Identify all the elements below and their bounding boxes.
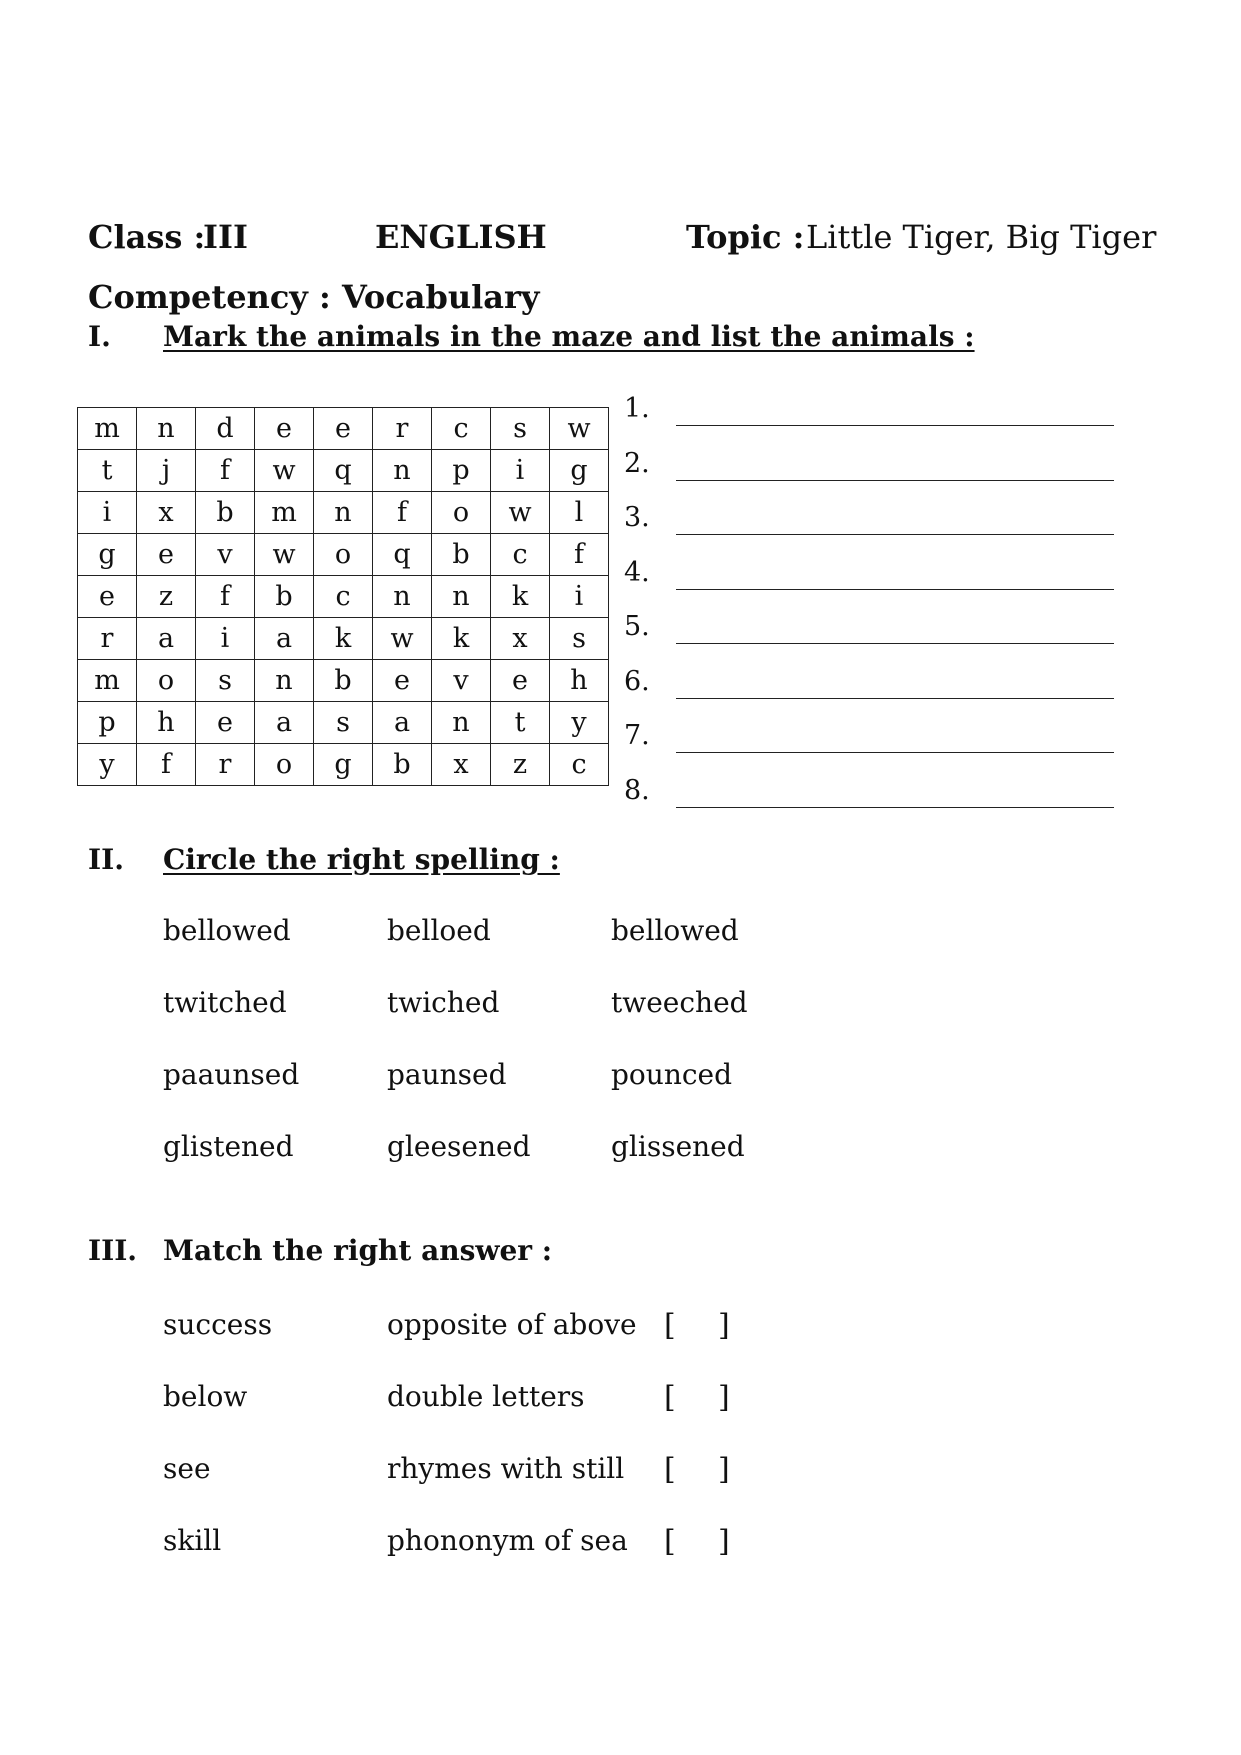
maze-cell[interactable]: o (137, 660, 196, 702)
maze-cell[interactable]: i (550, 576, 609, 618)
spelling-option[interactable]: glistened (163, 1130, 294, 1163)
maze-cell[interactable]: n (255, 660, 314, 702)
maze-cell[interactable]: f (137, 744, 196, 786)
maze-cell[interactable]: f (373, 492, 432, 534)
maze-cell[interactable]: g (550, 450, 609, 492)
maze-cell[interactable]: r (78, 618, 137, 660)
maze-cell[interactable]: w (255, 450, 314, 492)
class-value: III (203, 218, 248, 256)
section-1-number: I. (88, 320, 111, 353)
topic-value: Little Tiger, Big Tiger (806, 218, 1157, 256)
maze-cell[interactable]: e (255, 408, 314, 450)
match-clue: opposite of above (387, 1308, 637, 1341)
maze-cell[interactable]: i (196, 618, 255, 660)
maze-cell[interactable]: y (550, 702, 609, 744)
maze-cell[interactable]: t (491, 702, 550, 744)
maze-cell[interactable]: x (137, 492, 196, 534)
maze-cell[interactable]: w (550, 408, 609, 450)
maze-cell[interactable]: n (373, 576, 432, 618)
topic-label: Topic : (686, 218, 805, 256)
spelling-option[interactable]: paunsed (387, 1058, 507, 1091)
maze-cell[interactable]: v (196, 534, 255, 576)
maze-row (78, 534, 609, 576)
maze-cell[interactable]: s (196, 660, 255, 702)
maze-cell[interactable]: r (196, 744, 255, 786)
maze-cell[interactable]: m (255, 492, 314, 534)
answer-blank-line[interactable] (676, 534, 1114, 535)
section-2-title: Circle the right spelling : (163, 843, 560, 876)
match-word: below (163, 1380, 248, 1413)
maze-cell[interactable]: s (491, 408, 550, 450)
maze-cell[interactable]: s (314, 702, 373, 744)
answer-bracket-open[interactable]: [ (664, 1308, 676, 1343)
spelling-option[interactable]: pounced (611, 1058, 733, 1091)
maze-cell[interactable]: p (432, 450, 491, 492)
maze-cell[interactable]: z (491, 744, 550, 786)
maze-cell[interactable]: k (491, 576, 550, 618)
maze-cell[interactable]: t (78, 450, 137, 492)
answer-blank-line[interactable] (676, 589, 1114, 590)
maze-cell[interactable]: a (137, 618, 196, 660)
maze-cell[interactable]: e (491, 660, 550, 702)
maze-cell[interactable]: c (550, 744, 609, 786)
class-label: Class : (88, 218, 206, 256)
maze-row (78, 576, 609, 618)
maze-cell[interactable]: b (314, 660, 373, 702)
maze-cell[interactable]: i (78, 492, 137, 534)
maze-row (78, 702, 609, 744)
answer-bracket-open[interactable]: [ (664, 1452, 676, 1487)
maze-row (78, 744, 609, 786)
answer-blank-line[interactable] (676, 480, 1114, 481)
maze-cell[interactable]: i (491, 450, 550, 492)
spelling-option[interactable]: paaunsed (163, 1058, 300, 1091)
maze-cell[interactable]: a (255, 618, 314, 660)
match-clue: phononym of sea (387, 1524, 628, 1557)
maze-cell[interactable]: e (314, 408, 373, 450)
maze-cell[interactable]: w (373, 618, 432, 660)
spelling-option[interactable]: twiched (387, 986, 500, 1019)
maze-cell[interactable]: n (314, 492, 373, 534)
maze-cell[interactable]: p (78, 702, 137, 744)
spelling-option[interactable]: bellowed (163, 914, 291, 947)
maze-cell[interactable]: m (78, 408, 137, 450)
maze-cell[interactable]: c (314, 576, 373, 618)
maze-cell[interactable]: q (373, 534, 432, 576)
maze-cell[interactable]: g (78, 534, 137, 576)
maze-cell[interactable]: b (255, 576, 314, 618)
maze-cell[interactable]: v (432, 660, 491, 702)
maze-cell[interactable]: e (373, 660, 432, 702)
maze-cell[interactable]: q (314, 450, 373, 492)
maze-cell[interactable]: w (491, 492, 550, 534)
maze-row (78, 492, 609, 534)
answer-bracket-open[interactable]: [ (664, 1380, 676, 1415)
maze-cell[interactable]: x (491, 618, 550, 660)
maze-cell[interactable]: n (373, 450, 432, 492)
maze-cell[interactable]: j (137, 450, 196, 492)
spelling-option[interactable]: gleesened (387, 1130, 531, 1163)
match-clue: double letters (387, 1380, 585, 1413)
maze-row (78, 408, 609, 450)
section-2-number: II. (88, 843, 124, 876)
maze-cell[interactable]: e (196, 702, 255, 744)
answer-number: 6. (624, 665, 650, 697)
spelling-option[interactable]: twitched (163, 986, 287, 1019)
answer-blank-line[interactable] (676, 807, 1114, 808)
maze-row (78, 450, 609, 492)
answer-bracket-close[interactable]: ] (718, 1308, 730, 1343)
maze-cell[interactable]: l (550, 492, 609, 534)
maze-cell[interactable]: k (314, 618, 373, 660)
maze-cell[interactable]: e (137, 534, 196, 576)
maze-cell[interactable]: o (432, 492, 491, 534)
answer-number: 8. (624, 774, 650, 806)
maze-cell[interactable]: h (550, 660, 609, 702)
answer-number: 4. (624, 556, 650, 588)
maze-cell[interactable]: b (432, 534, 491, 576)
maze-cell[interactable]: c (432, 408, 491, 450)
maze-cell[interactable]: f (196, 576, 255, 618)
match-word: see (163, 1452, 211, 1485)
answer-number: 3. (624, 502, 650, 533)
answer-number: 5. (624, 611, 650, 642)
answer-bracket-close[interactable]: ] (718, 1452, 730, 1487)
section-3-title: Match the right answer : (163, 1234, 553, 1267)
maze-cell[interactable]: y (78, 744, 137, 786)
maze-row (78, 618, 609, 660)
competency-title: Competency : Vocabulary (88, 278, 540, 316)
spelling-option[interactable]: glissened (611, 1130, 745, 1163)
answer-number: 1. (624, 393, 650, 424)
maze-cell[interactable]: w (255, 534, 314, 576)
section-1-title: Mark the animals in the maze and list the animals : (163, 320, 975, 353)
match-word: success (163, 1308, 273, 1341)
maze-cell[interactable]: k (432, 618, 491, 660)
maze-cell[interactable]: b (373, 744, 432, 786)
answer-blank-line[interactable] (676, 643, 1114, 644)
answer-bracket-close[interactable]: ] (718, 1380, 730, 1415)
maze-cell[interactable]: a (373, 702, 432, 744)
answer-bracket-open[interactable]: [ (664, 1524, 676, 1559)
match-word: skill (163, 1524, 222, 1557)
maze-cell[interactable]: c (491, 534, 550, 576)
answer-blank-line[interactable] (676, 698, 1114, 699)
section-3-number: III. (88, 1234, 138, 1267)
answer-number: 7. (624, 720, 650, 751)
maze-cell[interactable]: n (137, 408, 196, 450)
maze-cell[interactable]: o (314, 534, 373, 576)
maze-cell[interactable]: f (196, 450, 255, 492)
maze-cell[interactable]: n (432, 576, 491, 618)
answer-bracket-close[interactable]: ] (718, 1524, 730, 1559)
maze-cell[interactable]: m (78, 660, 137, 702)
maze-cell[interactable]: n (432, 702, 491, 744)
word-maze-grid (77, 407, 609, 786)
maze-cell[interactable]: f (550, 534, 609, 576)
maze-cell[interactable]: z (137, 576, 196, 618)
match-clue: rhymes with still (387, 1452, 625, 1485)
maze-cell[interactable]: g (314, 744, 373, 786)
subject-title: ENGLISH (375, 218, 547, 256)
answer-blank-line[interactable] (676, 752, 1114, 753)
spelling-option[interactable]: bellowed (611, 914, 739, 947)
maze-cell[interactable]: o (255, 744, 314, 786)
maze-row (78, 660, 609, 702)
maze-cell[interactable]: x (432, 744, 491, 786)
answer-blank-line[interactable] (676, 425, 1114, 426)
spelling-option[interactable]: belloed (387, 914, 491, 947)
spelling-option[interactable]: tweeched (611, 986, 748, 1019)
maze-cell[interactable]: h (137, 702, 196, 744)
maze-cell[interactable]: d (196, 408, 255, 450)
answer-number: 2. (624, 447, 650, 479)
maze-cell[interactable]: s (550, 618, 609, 660)
maze-cell[interactable]: a (255, 702, 314, 744)
maze-cell[interactable]: e (78, 576, 137, 618)
maze-cell[interactable]: r (373, 408, 432, 450)
maze-cell[interactable]: b (196, 492, 255, 534)
